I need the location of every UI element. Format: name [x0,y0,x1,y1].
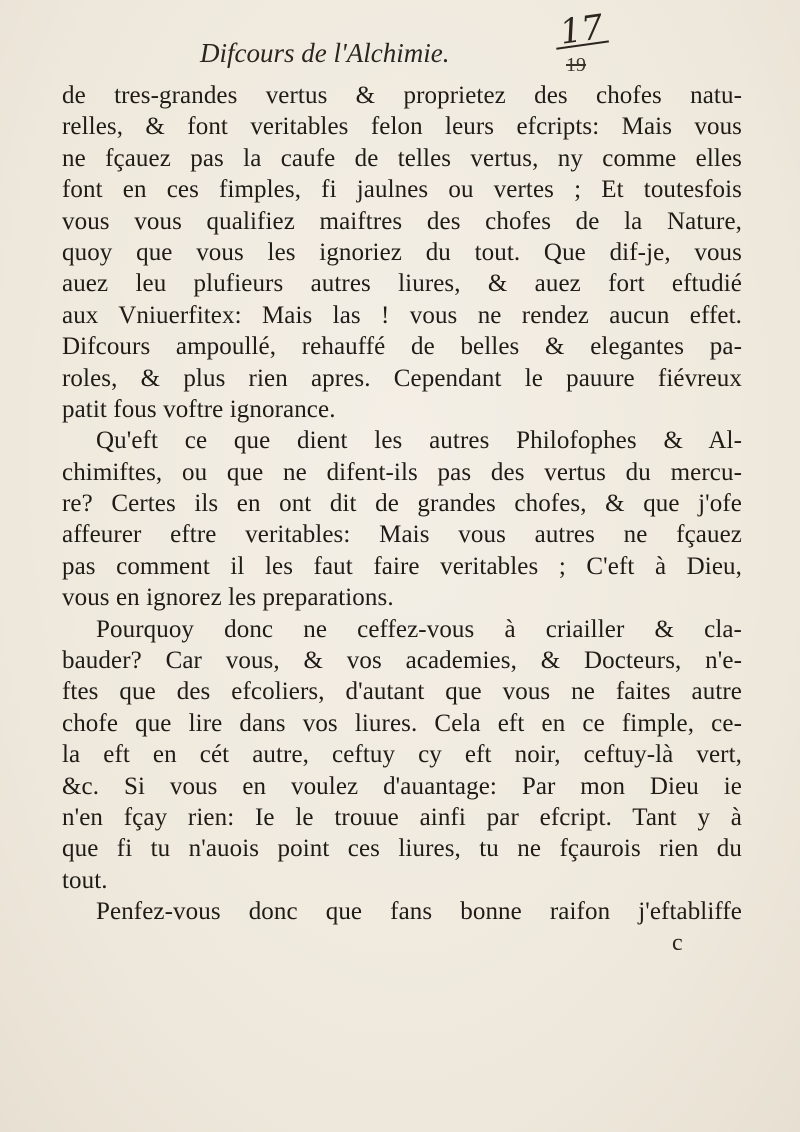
text-line: Pourquoy donc ne ceffez-vous à criailler & cla- [96,615,742,643]
text-line: affeurer eftre veritables: Mais vous autres ne fçauez [62,521,742,549]
text-line: chimiftes, ou que ne difent-ils pas des vertus du mercu- [62,458,742,486]
body-text [62,80,742,928]
running-head: Difcours de l'Alchimie. [200,38,450,68]
text-line: n'en fçay rien: Ie le trouue ainfi par efcript. Tant y à [62,803,742,831]
text-line: font en ces fimples, fi jaulnes ou vertes ; Et toutesfois [62,176,742,204]
text-line: quoy que vous les ignoriez du tout. Que dif-je, vous [62,238,742,266]
text-line: ftes que des efcoliers, d'autant que vous ne faites autre [62,678,742,706]
text-line: que fi tu n'auois point ces liures, tu ne fçaurois rien du [62,835,742,863]
text-line: relles, & font veritables felon leurs efcripts: Mais vous [62,113,742,141]
handwritten-folio-number: 17 [557,7,606,53]
text-line: Penfez-vous donc que fans bonne raifon j'eftabliffe [96,898,742,926]
text-line: pas comment il les faut faire veritables ; C'eft à Dieu, [62,552,742,580]
text-line: auez leu plufieurs autres liures, & auez fort eftudié [62,270,742,298]
signature-mark: c [672,930,683,956]
text-line: roles, & plus rien apres. Cependant le pauure fiévreux [62,364,742,392]
text-line: ne fçauez pas la caufe de telles vertus, ny comme elles [62,144,742,172]
text-line: patit fous voftre ignorance. [62,395,336,423]
text-line: Qu'eft ce que dient les autres Philofophes & Al- [96,427,742,455]
text-line: re? Certes ils en ont dit de grandes chofes, & que j'ofe [62,490,742,518]
text-line: aux Vniuerfitex: Mais las ! vous ne rendez aucun effet. [62,301,742,329]
text-line: chofe que lire dans vos liures. Cela eft en ce fimple, ce- [62,709,742,737]
text-line: vous vous qualifiez maiftres des chofes de la Nature, [62,207,742,235]
text-line: de tres-grandes vertus & proprietez des chofes natu- [62,82,742,109]
printed-page-number: 19 [566,54,586,76]
text-line: tout. [62,866,108,894]
text-line: bauder? Car vous, & vos academies, & Docteurs, n'e- [62,647,742,675]
text-line: &c. Si vous en voulez d'auantage: Par mon Dieu ie [62,772,742,800]
text-line: vous en ignorez les preparations. [62,584,394,612]
text-line: la eft en cét autre, ceftuy cy eft noir, ceftuy-là vert, [62,741,742,769]
text-line: Difcours ampoullé, rehauffé de belles & elegantes pa- [62,333,742,361]
